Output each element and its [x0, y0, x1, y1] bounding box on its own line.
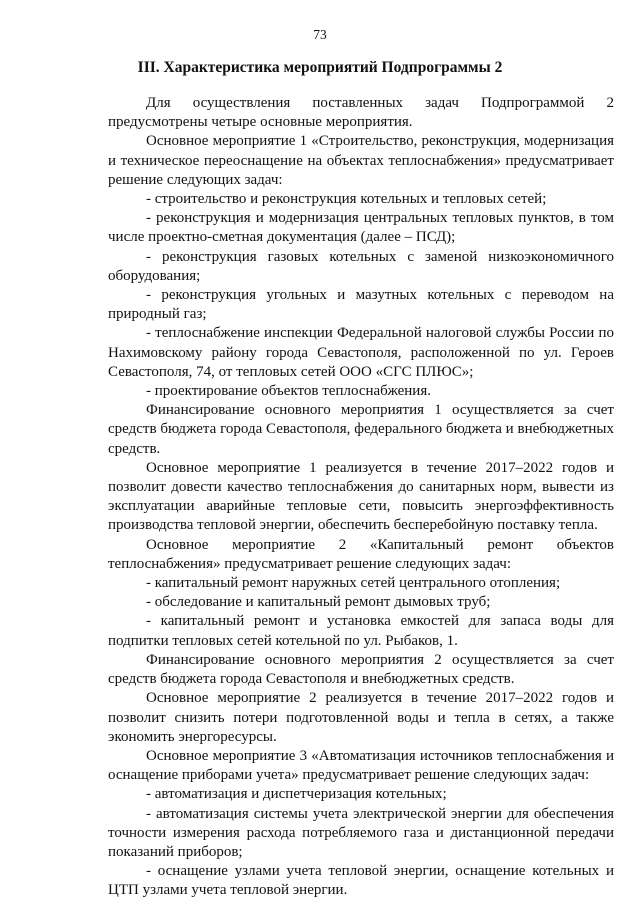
list-item: - автоматизация системы учета электрической энергии для обеспечения точности измерения расхода потребляемого газа и дистанционной передачи показаний приборов;: [108, 805, 614, 860]
document-body: [108, 94, 614, 901]
paragraph-result-1: Основное мероприятие 1 реализуется в течение 2017–2022 годов и позволит довести качество теплоснабжения до санитарных норм, вывести из эксплуатации аварийные тепловые сети, повысить энергоэффективность производства тепловой энергии, обеспечить бесперебойную поставку тепла.: [108, 459, 614, 534]
list-item: - строительство и реконструкция котельных и тепловых сетей;: [146, 191, 547, 208]
paragraph-measure-1: Основное мероприятие 1 «Строительство, реконструкция, модернизация и техническое переоснащение на объектах теплоснабжения» предусматривает решение следующих задач:: [108, 133, 614, 188]
paragraph-measure-3: Основное мероприятие 3 «Автоматизация источников теплоснабжения и оснащение приборами учета» предусматривает решение следующих задач:: [108, 747, 614, 784]
paragraph-measure-2: Основное мероприятие 2 «Капитальный ремонт объектов теплоснабжения» предусматривает решение следующих задач:: [108, 536, 614, 572]
list-item: - обследование и капитальный ремонт дымовых труб;: [146, 594, 491, 611]
list-item: - реконструкция и модернизация центральных тепловых пунктов, в том числе проектно-сметная документация (далее – ПСД);: [108, 210, 614, 246]
section-heading: III. Характеристика мероприятий Подпрограммы 2: [137, 59, 503, 76]
paragraph-financing-1: Финансирование основного мероприятия 1 осуществляется за счет средств бюджета города Севастополя, федерального бюджета и внебюджетных средств.: [108, 402, 614, 457]
list-item: - капитальный ремонт и установка емкостей для запаса воды для подпитки тепловых сетей котельной по ул. Рыбаков, 1.: [108, 613, 614, 649]
paragraph-financing-2: Финансирование основного мероприятия 2 осуществляется за счет средств бюджета города Севастополя и внебюджетных средств.: [108, 651, 614, 688]
list-item: - автоматизация и диспетчеризация котельных;: [146, 786, 447, 803]
list-item: - теплоснабжение инспекции Федеральной налоговой службы России по Нахимовскому району города Севастополя, расположенной по ул. Героев Севастополя, 74, от тепловых сетей ООО «СГС ПЛЮС»;: [108, 325, 614, 380]
list-item: - реконструкция угольных и мазутных котельных с переводом на природный газ;: [108, 287, 614, 323]
list-item: - капитальный ремонт наружных сетей центрального отопления;: [146, 575, 561, 592]
paragraph-result-2: Основное мероприятие 2 реализуется в течение 2017–2022 годов и позволит снизить потери подготовленной воды и тепла в сетях, а также экономить энергоресурсы.: [108, 690, 614, 745]
page-number: 73: [313, 27, 327, 42]
list-item: - оснащение узлами учета тепловой энергии, оснащение котельных и ЦТП узлами учета тепловой энергии.: [108, 863, 614, 899]
paragraph-intro: Для осуществления поставленных задач Подпрограммой 2 предусмотрены четыре основные мероприятия.: [108, 95, 614, 131]
list-item: - проектирование объектов теплоснабжения.: [146, 383, 431, 400]
list-item: - реконструкция газовых котельных с заменой низкоэкономичного оборудования;: [108, 248, 614, 284]
